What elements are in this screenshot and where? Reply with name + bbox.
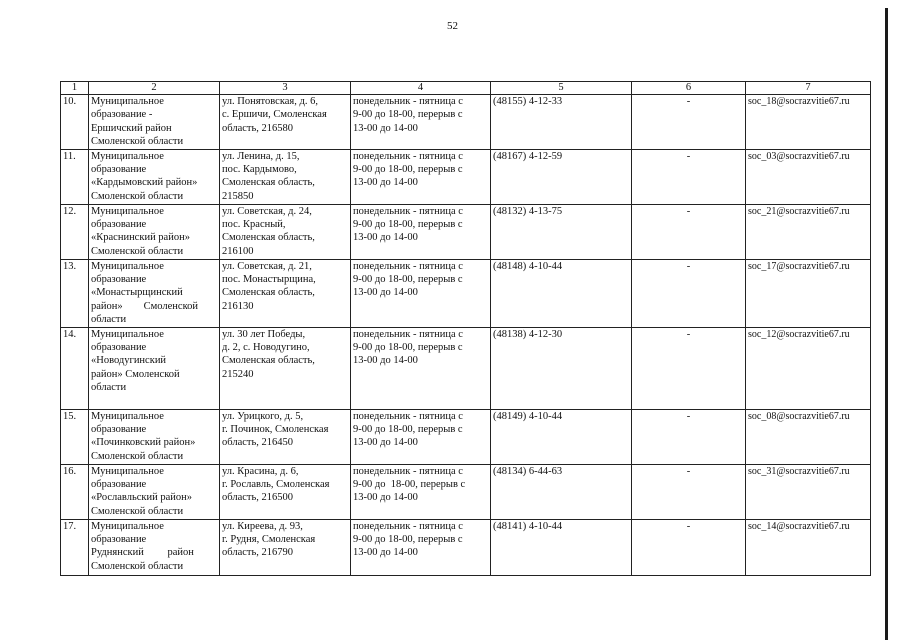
phone-cell: (48167) 4-12-59 bbox=[491, 149, 632, 204]
text-line: 13-00 до 14-00 bbox=[353, 287, 418, 299]
text-line: Руднянский район bbox=[91, 547, 194, 559]
text-line: «Монастырщинский bbox=[91, 287, 183, 299]
header-cell: 7 bbox=[746, 82, 871, 95]
text-line: г. Рудня, Смоленская bbox=[222, 534, 316, 546]
text-line: пос. Монастырщина, bbox=[222, 274, 316, 286]
hours-cell bbox=[351, 464, 491, 519]
column-6-cell: - bbox=[632, 327, 746, 409]
text-line: Муниципальное bbox=[91, 205, 164, 217]
municipality-cell bbox=[89, 327, 220, 409]
text-line: д. 2, с. Новодугино, bbox=[222, 342, 310, 354]
phone-cell: (48132) 4-13-75 bbox=[491, 204, 632, 259]
column-6-cell: - bbox=[632, 259, 746, 327]
address-cell bbox=[220, 149, 351, 204]
phone-cell: (48141) 4-10-44 bbox=[491, 519, 632, 575]
text-line: Муниципальное bbox=[91, 520, 164, 532]
header-cell: 1 bbox=[61, 82, 89, 95]
text-line: 9-00 до 18-00, перерыв с bbox=[353, 342, 463, 354]
text-line: г. Починок, Смоленская bbox=[222, 424, 329, 436]
text-line: 9-00 до 18-00, перерыв с bbox=[353, 424, 463, 436]
table-row bbox=[61, 95, 871, 150]
text-line: «Новодугинский bbox=[91, 355, 167, 367]
text-line: пос. Кардымово, bbox=[222, 164, 297, 176]
text-line: Смоленской области bbox=[91, 245, 184, 257]
text-line: Муниципальное bbox=[91, 465, 164, 477]
column-6-cell: - bbox=[632, 149, 746, 204]
text-line: 9-00 до 18-00, перерыв с bbox=[353, 479, 466, 491]
email-cell: soc_14@socrazvitie67.ru bbox=[746, 519, 871, 575]
hours-cell bbox=[351, 259, 491, 327]
hours-cell bbox=[351, 95, 491, 150]
address-cell bbox=[220, 327, 351, 409]
text-line: «Починковский район» bbox=[91, 437, 196, 449]
text-line: пос. Красный, bbox=[222, 219, 286, 231]
text-line: понедельник - пятница с bbox=[353, 150, 463, 162]
text-line: Муниципальное bbox=[91, 150, 164, 162]
column-6-cell: - bbox=[632, 204, 746, 259]
hours-cell bbox=[351, 519, 491, 575]
text-line: Смоленской области bbox=[91, 450, 184, 462]
municipality-cell bbox=[89, 149, 220, 204]
email-cell: soc_03@socrazvitie67.ru bbox=[746, 149, 871, 204]
text-line: 13-00 до 14-00 bbox=[353, 355, 418, 367]
text-line: Смоленской области bbox=[91, 190, 184, 202]
hours-cell bbox=[351, 149, 491, 204]
address-cell bbox=[220, 519, 351, 575]
text-line: 216100 bbox=[222, 245, 254, 257]
email-cell: soc_08@socrazvitie67.ru bbox=[746, 409, 871, 464]
text-line: 9-00 до 18-00, перерыв с bbox=[353, 274, 463, 286]
text-line: область, 216790 bbox=[222, 547, 294, 559]
text-line: ул. Советская, д. 24, bbox=[222, 205, 312, 217]
hours-cell bbox=[351, 204, 491, 259]
table-row bbox=[61, 464, 871, 519]
text-line: ул. 30 лет Победы, bbox=[222, 328, 306, 340]
text-line: понедельник - пятница с bbox=[353, 205, 463, 217]
text-line: образование bbox=[91, 534, 147, 546]
text-line: «Кардымовский район» bbox=[91, 177, 198, 189]
email-cell: soc_12@socrazvitie67.ru bbox=[746, 327, 871, 409]
text-line: ул. Ленина, д. 15, bbox=[222, 150, 300, 162]
row-number: 14. bbox=[61, 327, 89, 409]
header-cell: 3 bbox=[220, 82, 351, 95]
text-line: 216130 bbox=[222, 300, 254, 312]
text-line: образование bbox=[91, 342, 147, 354]
table-row bbox=[61, 149, 871, 204]
column-6-cell: - bbox=[632, 409, 746, 464]
text-line: 215240 bbox=[222, 368, 254, 380]
text-line: 215850 bbox=[222, 190, 254, 202]
table-row bbox=[61, 204, 871, 259]
table-row bbox=[61, 409, 871, 464]
text-line: ул. Киреева, д. 93, bbox=[222, 520, 303, 532]
text-line: Муниципальное bbox=[91, 410, 164, 422]
table-row bbox=[61, 259, 871, 327]
municipality-cell bbox=[89, 95, 220, 150]
text-line: образование bbox=[91, 219, 147, 231]
text-line: Смоленская область, bbox=[222, 287, 315, 299]
text-line: Ершичский район bbox=[91, 122, 172, 134]
text-line: Муниципальное bbox=[91, 260, 164, 272]
text-line: понедельник - пятница с bbox=[353, 410, 463, 422]
text-line: понедельник - пятница с bbox=[353, 328, 463, 340]
row-number: 16. bbox=[61, 464, 89, 519]
text-line: 9-00 до 18-00, перерыв с bbox=[353, 219, 463, 231]
text-line: 13-00 до 14-00 bbox=[353, 492, 418, 504]
email-cell: soc_31@socrazvitie67.ru bbox=[746, 464, 871, 519]
text-line: район» Смоленской bbox=[91, 368, 180, 380]
email-cell: soc_18@socrazvitie67.ru bbox=[746, 95, 871, 150]
text-line: 13-00 до 14-00 bbox=[353, 122, 418, 134]
text-line: ул. Советская, д. 21, bbox=[222, 260, 312, 272]
row-number: 17. bbox=[61, 519, 89, 575]
text-line: понедельник - пятница с bbox=[353, 260, 463, 272]
header-cell: 5 bbox=[491, 82, 632, 95]
text-line: ул. Урицкого, д. 5, bbox=[222, 410, 304, 422]
text-line: Смоленской области bbox=[91, 560, 184, 572]
text-line: 13-00 до 14-00 bbox=[353, 547, 418, 559]
text-line: «Рославльский район» bbox=[91, 492, 193, 504]
text-line: «Краснинский район» bbox=[91, 232, 190, 244]
offices-table bbox=[60, 81, 871, 576]
text-line: Смоленская область, bbox=[222, 177, 315, 189]
text-line: 13-00 до 14-00 bbox=[353, 232, 418, 244]
row-number: 10. bbox=[61, 95, 89, 150]
text-line: 13-00 до 14-00 bbox=[353, 177, 418, 189]
row-number: 13. bbox=[61, 259, 89, 327]
column-6-cell: - bbox=[632, 464, 746, 519]
address-cell bbox=[220, 409, 351, 464]
phone-cell: (48148) 4-10-44 bbox=[491, 259, 632, 327]
municipality-cell bbox=[89, 259, 220, 327]
text-line: образование bbox=[91, 274, 147, 286]
text-line: области bbox=[91, 314, 127, 326]
hours-cell bbox=[351, 327, 491, 409]
table-row bbox=[61, 327, 871, 409]
email-cell: soc_17@socrazvitie67.ru bbox=[746, 259, 871, 327]
text-line: образование bbox=[91, 164, 147, 176]
column-6-cell: - bbox=[632, 519, 746, 575]
text-line: Смоленская область, bbox=[222, 232, 315, 244]
address-cell bbox=[220, 204, 351, 259]
phone-cell: (48149) 4-10-44 bbox=[491, 409, 632, 464]
address-cell bbox=[220, 95, 351, 150]
text-line: понедельник - пятница с bbox=[353, 465, 463, 477]
row-number: 12. bbox=[61, 204, 89, 259]
municipality-cell bbox=[89, 204, 220, 259]
text-line: Смоленская область, bbox=[222, 355, 315, 367]
phone-cell: (48134) 6-44-63 bbox=[491, 464, 632, 519]
email-cell: soc_21@socrazvitie67.ru bbox=[746, 204, 871, 259]
row-number: 15. bbox=[61, 409, 89, 464]
address-cell bbox=[220, 464, 351, 519]
phone-cell: (48138) 4-12-30 bbox=[491, 327, 632, 409]
text-line: Смоленской области bbox=[91, 505, 184, 517]
address-cell bbox=[220, 259, 351, 327]
municipality-cell bbox=[89, 409, 220, 464]
text-line: с. Ершичи, Смоленская bbox=[222, 109, 327, 121]
text-line: 9-00 до 18-00, перерыв с bbox=[353, 164, 463, 176]
page-number: 52 bbox=[447, 20, 458, 32]
header-cell: 2 bbox=[89, 82, 220, 95]
table-row bbox=[61, 519, 871, 575]
text-line: Муниципальное bbox=[91, 328, 164, 340]
hours-cell bbox=[351, 409, 491, 464]
text-line: области bbox=[91, 382, 127, 394]
row-number: 11. bbox=[61, 149, 89, 204]
header-cell: 6 bbox=[632, 82, 746, 95]
text-line: ул. Понятовская, д. 6, bbox=[222, 96, 318, 107]
text-line: образование bbox=[91, 424, 147, 436]
table-header-row bbox=[61, 82, 871, 95]
text-line: ул. Красина, д. 6, bbox=[222, 465, 299, 477]
text-line: район» Смоленской bbox=[91, 300, 199, 312]
text-line: образование - bbox=[91, 109, 153, 121]
municipality-cell bbox=[89, 519, 220, 575]
text-line: область, 216580 bbox=[222, 122, 294, 134]
text-line: область, 216450 bbox=[222, 437, 294, 449]
text-line: понедельник - пятница с bbox=[353, 96, 463, 107]
text-line: Муниципальное bbox=[91, 96, 164, 107]
header-cell: 4 bbox=[351, 82, 491, 95]
text-line: понедельник - пятница с bbox=[353, 520, 463, 532]
text-line: 13-00 до 14-00 bbox=[353, 437, 418, 449]
text-line: область, 216500 bbox=[222, 492, 294, 504]
municipality-cell bbox=[89, 464, 220, 519]
text-line: Смоленской области bbox=[91, 136, 184, 148]
page-edge-line bbox=[885, 8, 888, 640]
text-line: 9-00 до 18-00, перерыв с bbox=[353, 534, 463, 546]
phone-cell: (48155) 4-12-33 bbox=[491, 95, 632, 150]
column-6-cell: - bbox=[632, 95, 746, 150]
text-line: г. Рославль, Смоленская bbox=[222, 479, 330, 491]
text-line: 9-00 до 18-00, перерыв с bbox=[353, 109, 463, 121]
text-line: образование bbox=[91, 479, 147, 491]
